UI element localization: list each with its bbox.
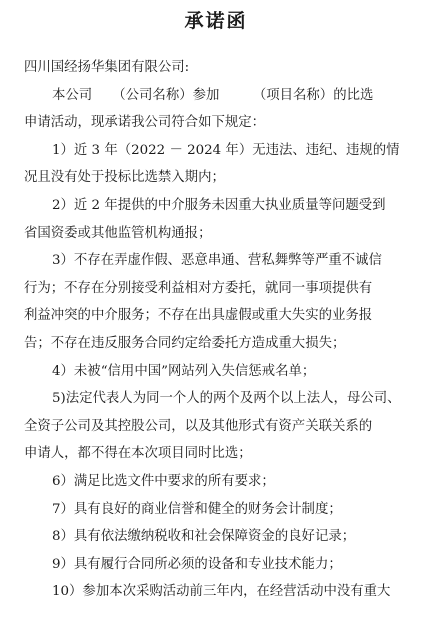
body-line: 本公司 （公司名称）参加 （项目名称）的比选: [52, 87, 374, 103]
body-line: 全资子公司及其控股公司，以及其他形式有资产关联关系的: [24, 418, 373, 434]
body-line: 8）具有依法缴纳税收和社会保障资金的良好记录；: [52, 529, 356, 545]
body-line: 申请活动，现承诺我公司符合如下规定：: [24, 115, 266, 131]
body-line: 省国资委或其他监管机构通报；: [24, 225, 212, 241]
body-line: 5)法定代表人为同一个人的两个及两个以上法人，母公司、: [52, 391, 401, 407]
document-title: 承诺函: [184, 10, 248, 32]
body-line: 7）具有良好的商业信誉和健全的财务会计制度；: [52, 501, 342, 517]
body-line: 4）未被“信用中国”网站列入失信惩戒名单；: [52, 363, 316, 379]
body-line: 3）不存在弄虚作假、恶意串通、营私舞弊等严重不诚信: [52, 253, 382, 269]
body-line: 10）参加本次采购活动前三年内，在经营活动中没有重大: [52, 584, 391, 600]
body-line: 9）具有履行合同所必须的设备和专业技术能力；: [52, 556, 342, 572]
body-line: 2）近 2 年提供的中介服务未因重大执业质量等问题受到: [52, 197, 386, 213]
body-line: 告；不存在违反服务合同约定给委托方造成重大损失；: [24, 335, 346, 351]
body-line: 申请人，都不得在本次项目同时比选；: [24, 446, 252, 462]
addressee: 四川国经扬华集团有限公司:: [24, 60, 190, 75]
document-body: [24, 82, 408, 606]
body-line: 利益冲突的中介服务；不存在出具虚假或重大失实的业务报: [24, 308, 373, 324]
body-line: 况且没有处于投标比选禁入期内；: [24, 170, 225, 186]
body-line: 行为；不存在分别接受利益相对方委托，就同一事项提供有: [24, 280, 373, 296]
body-line: 6）满足比选文件中要求的所有要求；: [52, 473, 275, 489]
body-line: 1）近 3 年（2022 － 2024 年）无违法、违纪、违规的情: [52, 142, 400, 158]
